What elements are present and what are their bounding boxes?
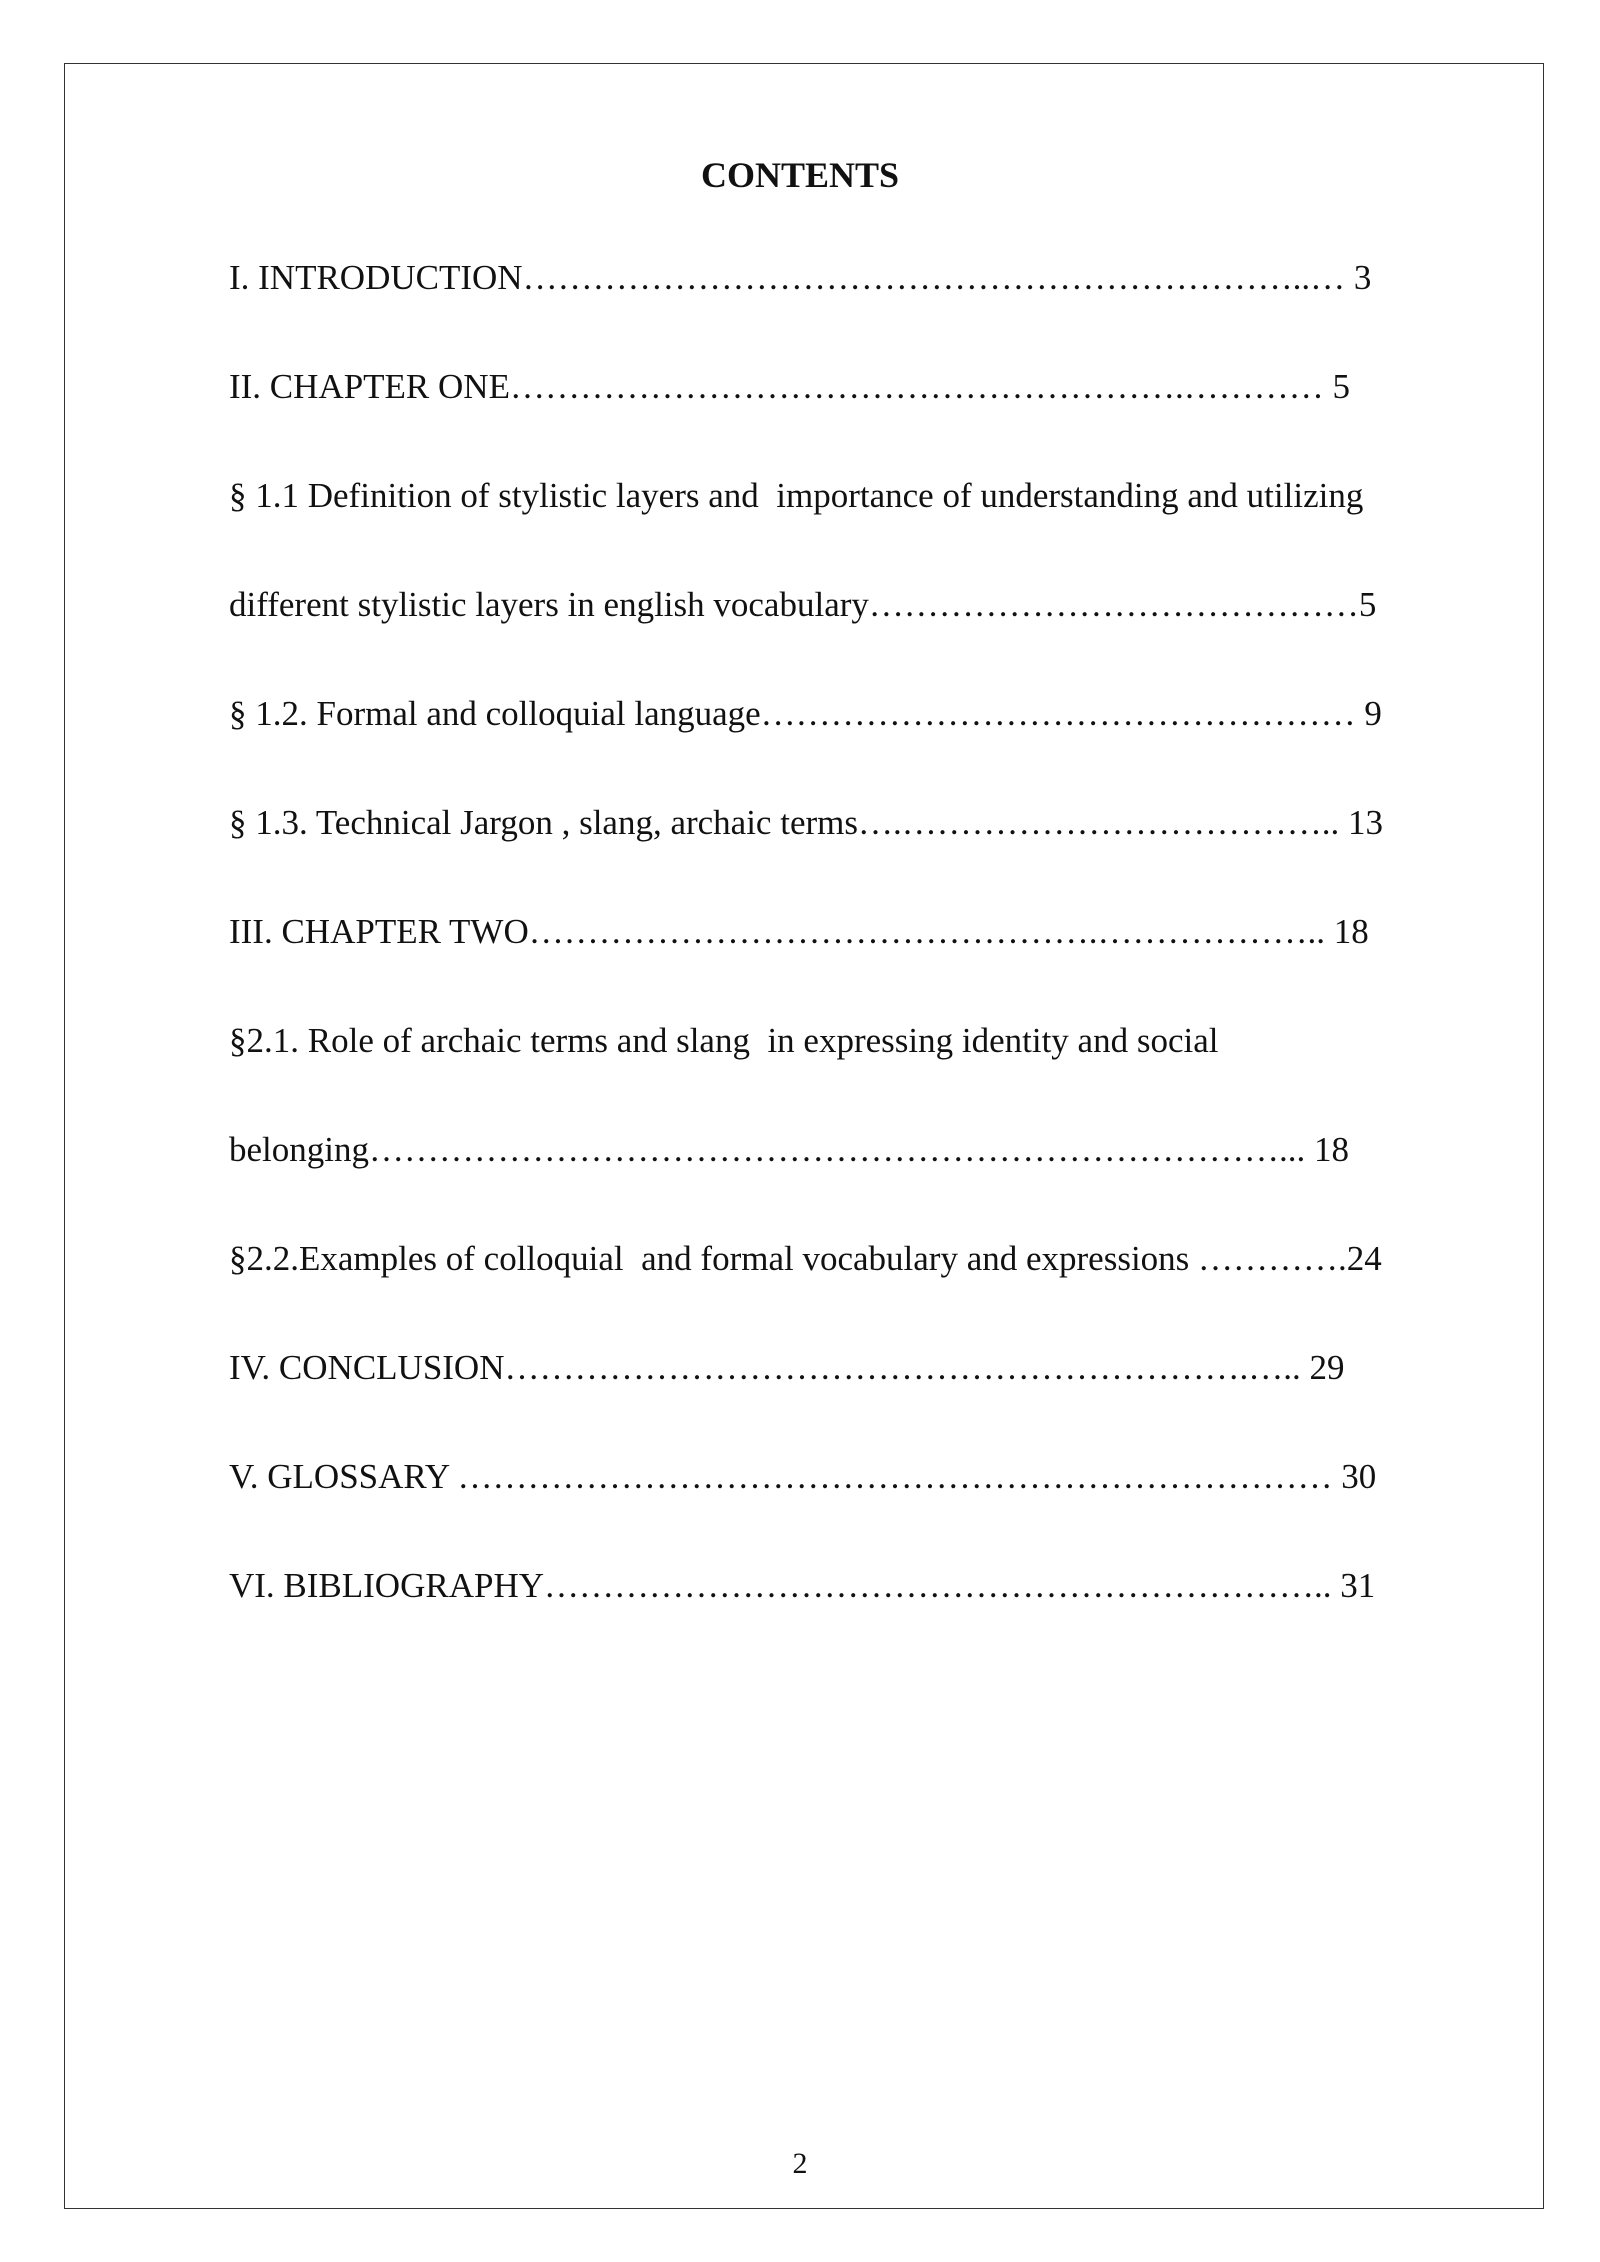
contents-title: CONTENTS [700, 155, 900, 195]
toc-entry-bibliography: VI. BIBLIOGRAPHY………………………………………………………….. 31 [229, 1566, 1376, 1605]
toc-entry-section-1-1-cont: different stylistic layers in english vocabulary……………………………………5 [229, 585, 1377, 624]
toc-entry-introduction: I. INTRODUCTION…………………………………………………………..… 3 [229, 258, 1372, 297]
toc-entry-chapter-two: III. CHAPTER TWO………………………………………….……………….. 18 [229, 912, 1369, 951]
toc-entry-chapter-one: II. CHAPTER ONE………………………………………………….………… 5 [229, 367, 1350, 406]
toc-entry-section-1-3: § 1.3. Technical Jargon , slang, archaic terms….……………………………….. 13 [229, 803, 1383, 842]
page-number: 2 [792, 2147, 808, 2180]
toc-entry-glossary: V. GLOSSARY ………………………………………………………………… 30 [229, 1457, 1377, 1496]
toc-entry-section-2-1-cont: belonging……………………………………………………………………... 18 [229, 1130, 1349, 1169]
toc-entry-section-1-2: § 1.2. Formal and colloquial language…………………………………………… 9 [229, 694, 1382, 733]
toc-entry-section-2-2: §2.2.Examples of colloquial and formal vocabulary and expressions ………….24 [229, 1239, 1382, 1278]
toc-entry-section-2-1: §2.1. Role of archaic terms and slang in expressing identity and social [229, 1021, 1219, 1060]
toc-entry-conclusion: IV. CONCLUSION……………………………………………………….….. 29 [229, 1348, 1345, 1387]
toc-entry-section-1-1: § 1.1 Definition of stylistic layers and importance of understanding and utilizing [229, 476, 1364, 515]
